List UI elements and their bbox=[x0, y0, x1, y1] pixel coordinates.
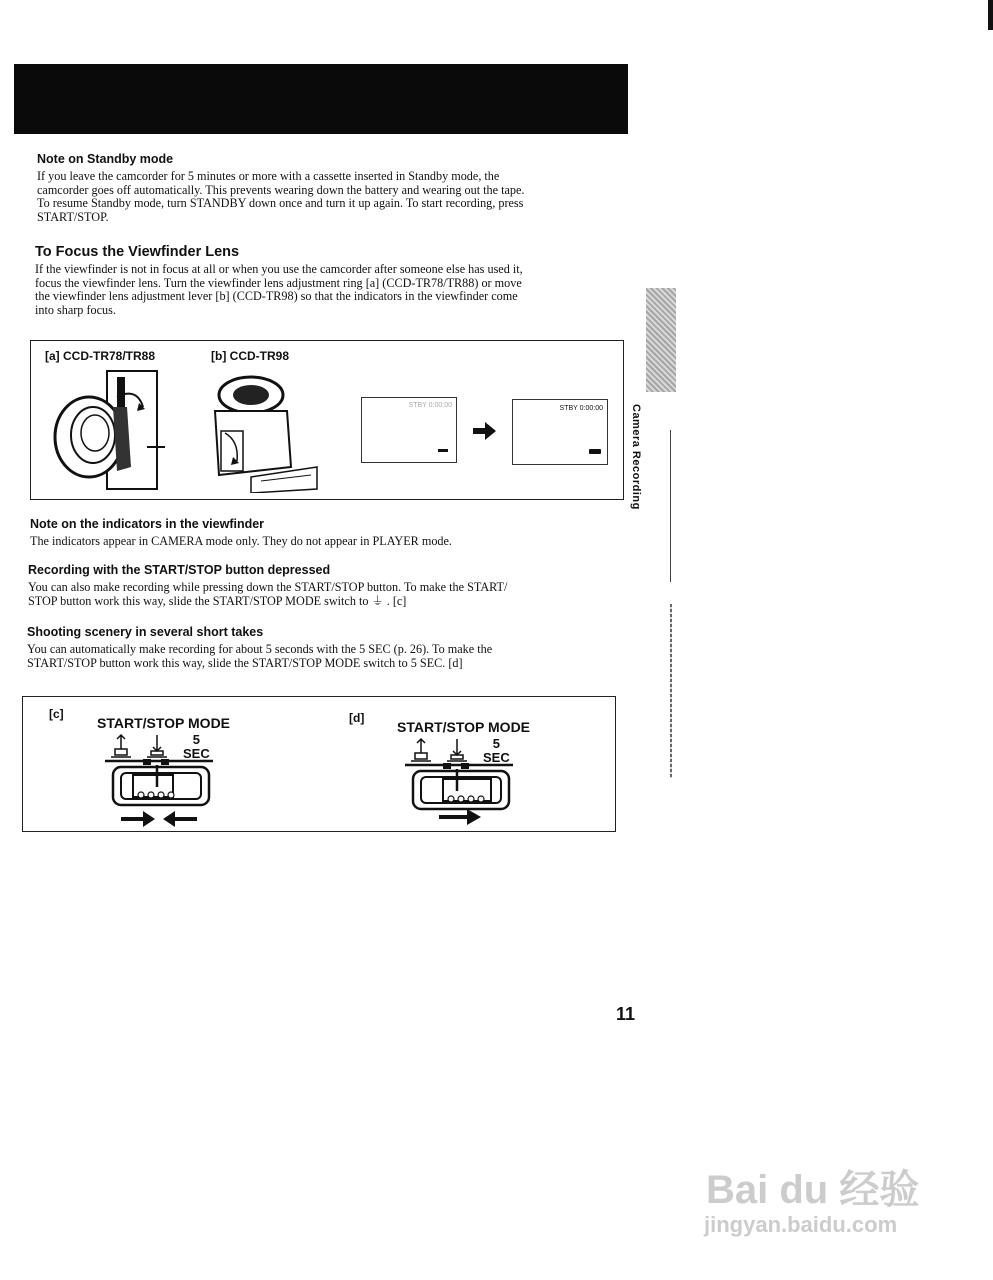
text-line: into sharp focus. bbox=[35, 302, 116, 317]
edge-mark bbox=[988, 0, 993, 30]
shooting-title: Shooting scenery in several short takes bbox=[27, 625, 264, 639]
text-line: focus the viewfinder lens. Turn the viewfinder lens adjustment ring [a] (CCD-TR78/TR88) or move bbox=[35, 275, 522, 290]
shooting-body bbox=[27, 643, 617, 670]
side-rule-lower bbox=[670, 604, 672, 778]
mode-title-d: START/STOP MODE bbox=[397, 719, 531, 735]
viewfinder-before-text: STBY 0:00:00 bbox=[408, 402, 452, 409]
figure-viewfinder-box bbox=[30, 340, 624, 500]
mode-title-c: START/STOP MODE bbox=[97, 715, 231, 731]
arrow-right-icon bbox=[473, 421, 497, 441]
note-standby-title: Note on Standby mode bbox=[37, 152, 174, 166]
viewfinder-after bbox=[512, 399, 608, 465]
recording-depressed-title: Recording with the START/STOP button depressed bbox=[28, 563, 331, 577]
figure-label-c: [c] bbox=[49, 707, 64, 721]
note-indicators-body: The indicators appear in CAMERA mode only. They do not appear in PLAYER mode. bbox=[30, 534, 452, 548]
text-line: If you leave the camcorder for 5 minutes or more with a cassette inserted in Standby mode, the bbox=[37, 169, 500, 183]
watermark-url: jingyan.baidu.com bbox=[704, 1212, 898, 1237]
watermark-logo: Bai du 经验 bbox=[706, 1168, 920, 1212]
sec-label: SEC bbox=[483, 750, 510, 765]
text-line: START/STOP button work this way, slide the START/STOP MODE switch to 5 SEC. [d] bbox=[27, 655, 463, 670]
sec-label: SEC bbox=[183, 746, 210, 761]
text-line: camcorder goes off automatically. This prevents wearing down the battery and wearing out the tape. bbox=[37, 182, 525, 197]
viewfinder-before bbox=[361, 397, 457, 463]
text-line: STOP button work this way, slide the START/STOP MODE switch to ⏚ . [c] bbox=[28, 593, 407, 608]
figure-label-b: [b] CCD-TR98 bbox=[211, 349, 289, 363]
battery-icon bbox=[438, 449, 448, 452]
side-tab-pattern bbox=[646, 288, 676, 392]
side-tab-label bbox=[630, 404, 670, 514]
text-line: If the viewfinder is not in focus at all or when you use the camcorder after someone else has used it, bbox=[35, 262, 523, 276]
text-line: To resume Standby mode, turn STANDBY down once and turn it up again. To start recording, press bbox=[37, 196, 524, 211]
figure-mode-switch-box bbox=[22, 696, 616, 832]
side-rule-upper bbox=[670, 430, 671, 582]
page-number: 11 bbox=[616, 1004, 636, 1024]
viewfinder-after-text: STBY 0:00:00 bbox=[559, 405, 603, 412]
focus-body bbox=[35, 263, 625, 317]
text-line: the viewfinder lens adjustment lever [b] (CCD-TR98) so that the indicators in the viewfinder come bbox=[35, 289, 518, 304]
recording-depressed-body bbox=[28, 581, 618, 608]
camcorder-b-illustration bbox=[211, 371, 321, 493]
text-line: You can automatically make recording for about 5 seconds with the 5 SEC (p. 26). To make the bbox=[27, 642, 493, 656]
note-standby-body bbox=[37, 170, 627, 224]
battery-icon bbox=[589, 449, 601, 454]
camcorder-a-illustration bbox=[47, 367, 167, 493]
text-line: START/STOP. bbox=[37, 209, 109, 224]
text-line: You can also make recording while pressing down the START/STOP button. To make the START/ bbox=[28, 580, 508, 594]
header-bar bbox=[14, 64, 628, 134]
figure-label-a: [a] CCD-TR78/TR88 bbox=[45, 349, 156, 363]
figure-label-d: [d] bbox=[349, 711, 365, 725]
side-tab-text: Camera Recording bbox=[630, 404, 642, 510]
five-label: 5 bbox=[492, 736, 500, 751]
focus-title: To Focus the Viewfinder Lens bbox=[35, 244, 240, 260]
note-indicators-title: Note on the indicators in the viewfinder bbox=[30, 517, 265, 531]
five-label: 5 bbox=[192, 732, 200, 747]
mode-switch-d-diagram bbox=[403, 737, 523, 829]
mode-switch-c-diagram bbox=[103, 733, 223, 829]
